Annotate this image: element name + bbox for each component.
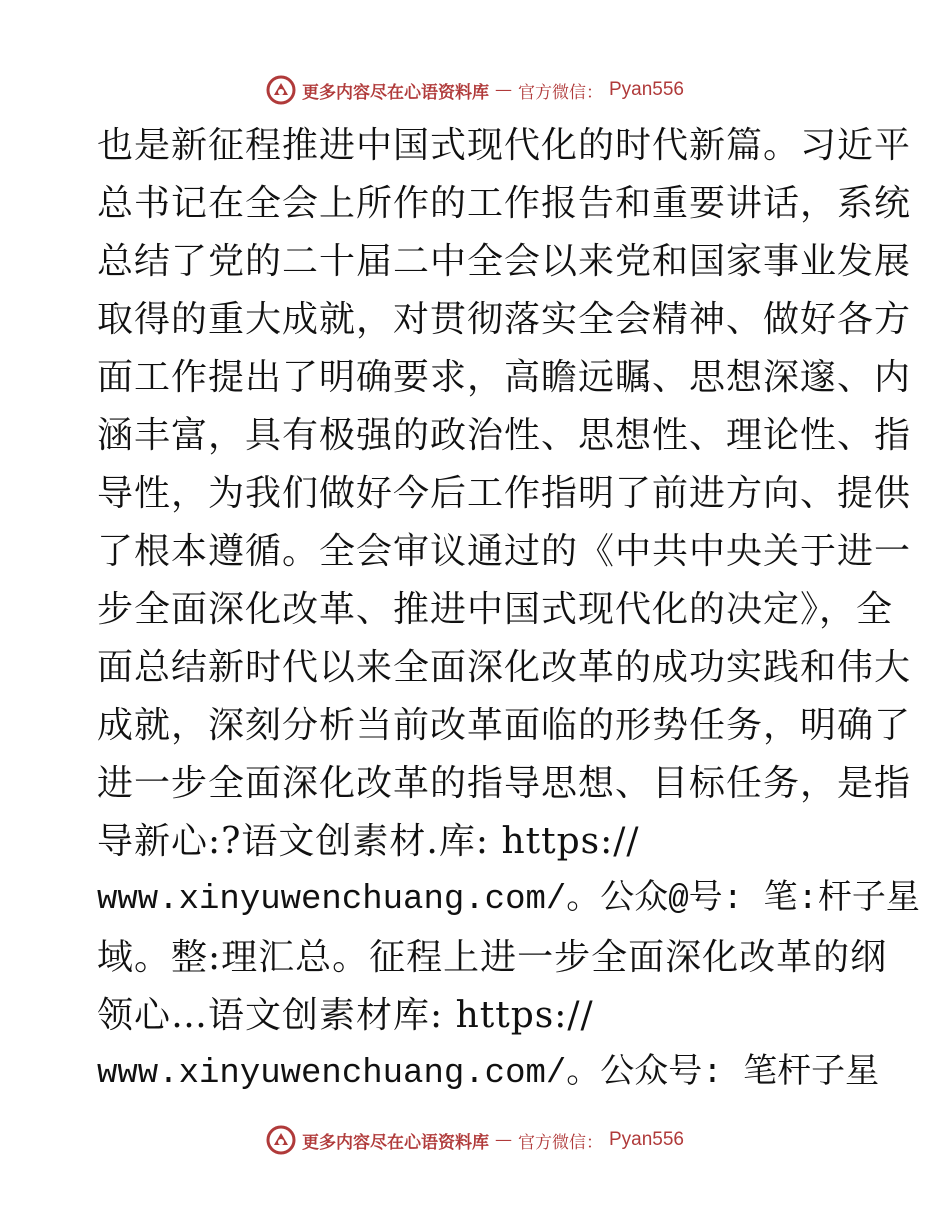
body-line-url: www.xinyuwenchuang.com/。公众号: 笔杆子星	[97, 1055, 880, 1093]
body-line: 面总结新时代以来全面深化改革的成功实践和伟大	[97, 647, 912, 688]
body-line: 了根本遵循。全会审议通过的《中共中央关于进一	[97, 531, 912, 572]
brand-logo-icon	[266, 1125, 296, 1155]
body-line: 取得的重大成就，对贯彻落实全会精神、做好各方	[97, 299, 912, 340]
body-line: 域。整:理汇总。征程上进一步全面深化改革的纲	[97, 937, 888, 978]
header-wechat-id: Pyan556	[608, 79, 684, 100]
body-line-url: www.xinyuwenchuang.com/。公众@号: 笔:杆子星	[97, 881, 920, 919]
body-line: 导性，为我们做好今后工作指明了前进方向、提供	[97, 473, 912, 514]
footer-dash: —	[494, 1130, 512, 1150]
body-line: 总书记在全会上所作的工作报告和重要讲话，系统	[97, 183, 912, 224]
body-line-with-link: 领心…语文创素材库: https://	[97, 995, 594, 1036]
footer-wechat-label: 官方微信：	[517, 1132, 603, 1153]
body-line: 也是新征程推进中国式现代化的时代新篇。习近平	[97, 125, 912, 166]
body-line: 总结了党的二十届二中全会以来党和国家事业发展	[97, 241, 912, 282]
document-body	[97, 117, 920, 1103]
brand-logo-icon	[266, 75, 296, 105]
header-dash: —	[494, 80, 512, 100]
header-promo-text: 更多内容尽在心语资料库	[301, 82, 489, 103]
body-line: 面工作提出了明确要求，高瞻远瞩、思想深邃、内	[97, 357, 912, 398]
footer-wechat-id: Pyan556	[608, 1129, 684, 1150]
footer-promo-text: 更多内容尽在心语资料库	[301, 1132, 489, 1153]
body-line: 涵丰富，具有极强的政治性、思想性、理论性、指	[97, 415, 912, 456]
body-line: 步全面深化改革、推进中国式现代化的决定》，全	[97, 589, 894, 630]
footer-banner	[0, 1120, 950, 1160]
header-banner	[0, 70, 950, 110]
body-line: 成就，深刻分析当前改革面临的形势任务，明确了	[97, 705, 912, 746]
body-line-with-link: 导新心:?语文创素材.库: https://	[97, 821, 640, 862]
body-line: 进一步全面深化改革的指导思想、目标任务，是指	[97, 763, 912, 804]
header-wechat-label: 官方微信：	[517, 82, 603, 103]
